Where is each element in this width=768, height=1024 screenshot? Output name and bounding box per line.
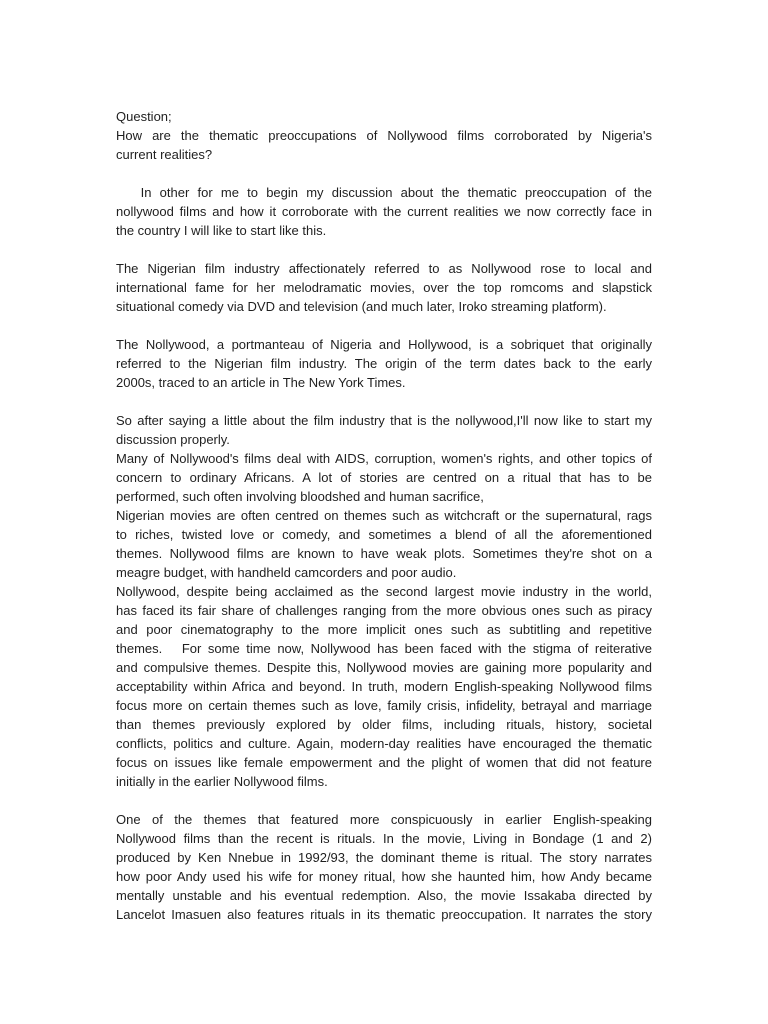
paragraph-industry	[116, 259, 652, 316]
paragraph-line: initially in the earlier Nollywood films.	[116, 774, 328, 789]
paragraph-gap	[116, 791, 652, 810]
paragraph-line: and poor cinematography to the more implicit ones such as subtitling and repetitive	[116, 622, 652, 637]
paragraph-line: than themes previously explored by older films, including rituals, history, societal	[116, 717, 652, 732]
question-label: Question;	[116, 109, 172, 124]
paragraph-line: situational comedy via DVD and television (and much later, Iroko streaming platform).	[116, 299, 607, 314]
paragraph-line: performed, such often involving bloodshed and human sacrifice,	[116, 489, 484, 504]
paragraph-gap	[116, 316, 652, 335]
paragraph-line: acceptability within Africa and beyond. In truth, modern English-speaking Nollywood films	[116, 679, 652, 694]
paragraph-line: and compulsive themes. Despite this, Nollywood movies are gaining more popularity and	[116, 660, 652, 675]
paragraph-gap	[116, 392, 652, 411]
paragraph-line: So after saying a little about the film industry that is the nollywood,I'll now like to start my	[116, 413, 652, 428]
paragraph-line: focus on issues like female empowerment and the plight of women that did not feature	[116, 755, 652, 770]
paragraph-line: has faced its fair share of challenges ranging from the more obvious ones such as piracy	[116, 603, 652, 618]
paragraph-line: 2000s, traced to an article in The New York Times.	[116, 375, 406, 390]
paragraph-line: meagre budget, with handheld camcorders and poor audio.	[116, 565, 457, 580]
paragraph-line: international fame for her melodramatic movies, over the top romcoms and slapstick	[116, 280, 652, 295]
paragraph-line: conflicts, politics and culture. Again, modern-day realities have encouraged the thematic	[116, 736, 652, 751]
paragraph-line: themes. For some time now, Nollywood has been faced with the stigma of reiterative	[116, 641, 652, 656]
question-line: current realities?	[116, 147, 213, 162]
paragraph-themes	[116, 411, 652, 791]
paragraph-rituals	[116, 810, 652, 924]
paragraph-intro	[116, 183, 652, 240]
paragraph-line: produced by Ken Nnebue in 1992/93, the dominant theme is ritual. The story narrates	[116, 850, 652, 865]
paragraph-line: themes. Nollywood films are known to have weak plots. Sometimes they're shot on a	[116, 546, 652, 561]
paragraph-gap	[116, 240, 652, 259]
paragraph-line: focus more on certain themes such as love, family crisis, infidelity, betrayal and marriage	[116, 698, 652, 713]
paragraph-gap	[116, 164, 652, 183]
paragraph-line: Lancelot Imasuen also features rituals in its thematic preoccupation. It narrates the story	[116, 907, 652, 922]
paragraph-line: the country I will like to start like this.	[116, 223, 327, 238]
paragraph-line: Nigerian movies are often centred on themes such as witchcraft or the supernatural, rags	[116, 508, 652, 523]
paragraph-line: concern to ordinary Africans. A lot of stories are centred on a ritual that has to be	[116, 470, 652, 485]
paragraph-line: One of the themes that featured more conspicuously in earlier English-speaking	[116, 812, 652, 827]
paragraph-line: Many of Nollywood's films deal with AIDS, corruption, women's rights, and other topics of	[116, 451, 652, 466]
question-line: How are the thematic preoccupations of Nollywood films corroborated by Nigeria's	[116, 128, 652, 143]
paragraph-line: how poor Andy used his wife for money ritual, how she haunted him, how Andy became	[116, 869, 652, 884]
paragraph-line: The Nollywood, a portmanteau of Nigeria and Hollywood, is a sobriquet that originally	[116, 337, 652, 352]
paragraph-line: Nollywood, despite being acclaimed as the second largest movie industry in the world,	[116, 584, 652, 599]
paragraph-line: Nollywood films than the recent is rituals. In the movie, Living in Bondage (1 and 2)	[116, 831, 652, 846]
paragraph-line: In other for me to begin my discussion about the thematic preoccupation of the	[116, 185, 652, 200]
paragraph-line: The Nigerian film industry affectionately referred to as Nollywood rose to local and	[116, 261, 652, 276]
paragraph-line: nollywood films and how it corroborate with the current realities we now correctly face in	[116, 204, 652, 219]
paragraph-line: to riches, twisted love or comedy, and sometimes a blend of all the aforementioned	[116, 527, 652, 542]
paragraph-line: discussion properly.	[116, 432, 230, 447]
paragraph-line: mentally unstable and his eventual redemption. Also, the movie Issakaba directed by	[116, 888, 652, 903]
paragraph-portmanteau	[116, 335, 652, 392]
paragraph-line: referred to the Nigerian film industry. The origin of the term dates back to the early	[116, 356, 652, 371]
document-page	[116, 107, 652, 924]
